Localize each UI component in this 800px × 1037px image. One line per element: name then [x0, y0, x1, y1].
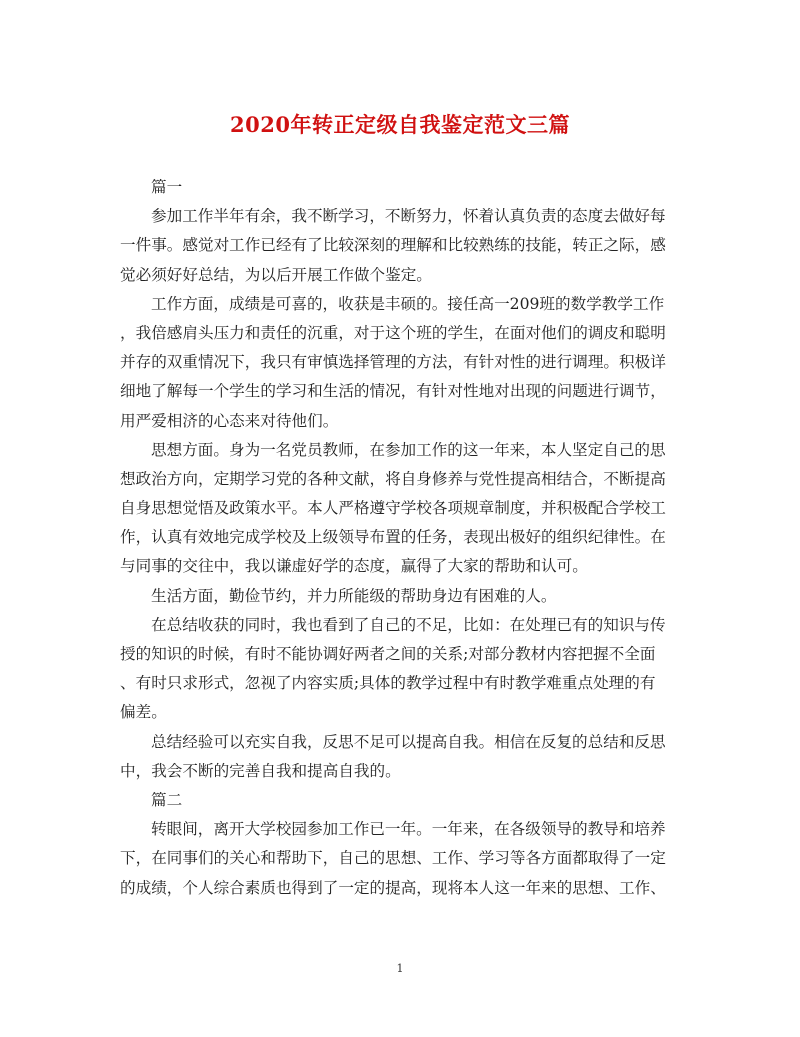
paragraph-line: 参加工作半年有余，我不断学习，不断努力，怀着认真负责的态度去做好每	[151, 207, 666, 226]
paragraph-line: 自身思想觉悟及政策水平。本人严格遵守学校各项规章制度，并积极配合学校工	[120, 499, 666, 518]
section-heading: 篇二	[151, 790, 183, 809]
paragraph-line: 下，在同事们的关心和帮助下，自己的思想、工作、学习等各方面都取得了一定	[120, 849, 666, 868]
page-title: 2020年转正定级自我鉴定范文三篇	[230, 112, 570, 137]
paragraph-line: ，我倍感肩头压力和责任的沉重，对于这个班的学生，在面对他们的调皮和聪明	[120, 323, 666, 342]
document-body	[120, 173, 675, 903]
paragraph-line: 偏差。	[120, 703, 167, 722]
paragraph-line: 中，我会不断的完善自我和提高自我的。	[120, 761, 401, 780]
paragraph-line: 转眼间，离开大学校园参加工作已一年。一年来，在各级领导的教导和培养	[151, 820, 666, 839]
paragraph-line: 用严爱相济的心态来对待他们。	[120, 411, 339, 430]
paragraph-line: 授的知识的时候，有时不能协调好两者之间的关系;对部分教材内容把握不全面	[120, 645, 656, 663]
paragraph-line: 一件事。感觉对工作已经有了比较深刻的理解和比较熟练的技能，转正之际，感	[120, 236, 666, 255]
paragraph-line: 工作方面，成绩是可喜的，收获是丰硕的。接任高一209班的数学教学工作	[151, 294, 665, 313]
paragraph-line: 细地了解每一个学生的学习和生活的情况，有针对性地对出现的问题进行调节，	[120, 382, 666, 401]
paragraph-line: 的成绩，个人综合素质也得到了一定的提高，现将本人这一年来的思想、工作、	[120, 878, 666, 897]
section-heading: 篇一	[151, 178, 183, 196]
paragraph-line: 生活方面，勤俭节约，并力所能级的帮助身边有困难的人。	[151, 586, 557, 605]
page-number: 1	[396, 962, 404, 975]
paragraph-line: 觉必须好好总结，为以后开展工作做个鉴定。	[120, 265, 432, 284]
paragraph-line: 在总结收获的同时，我也看到了自己的不足，比如：在处理已有的知识与传	[151, 615, 666, 634]
paragraph-line: 作，认真有效地完成学校及上级领导布置的任务，表现出极好的组织纪律性。在	[120, 528, 666, 547]
paragraph-line: 并存的双重情况下，我只有审慎选择管理的方法，有针对性的进行调理。积极详	[120, 353, 666, 372]
paragraph-line: 想政治方向，定期学习党的各种文献，将自身修养与党性提高相结合，不断提高	[120, 469, 666, 488]
paragraph-line: 总结经验可以充实自我，反思不足可以提高自我。相信在反复的总结和反思	[151, 732, 666, 751]
paragraph-line: 与同事的交往中，我以谦虚好学的态度，赢得了大家的帮助和认可。	[120, 557, 588, 576]
paragraph-line: 、有时只求形式，忽视了内容实质;具体的教学过程中有时教学难重点处理的有	[120, 674, 656, 693]
paragraph-line: 思想方面。身为一名党员教师，在参加工作的这一年来，本人坚定自己的思	[151, 440, 666, 459]
